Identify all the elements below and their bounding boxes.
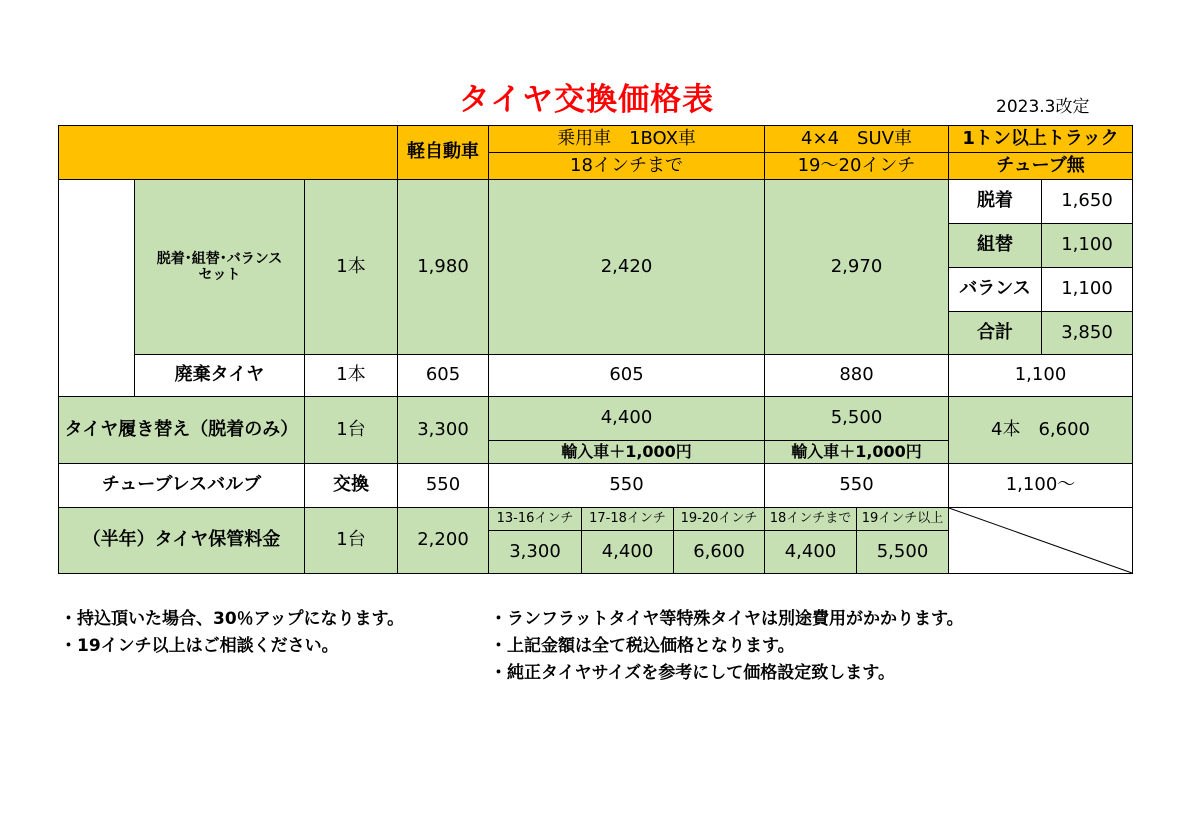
- storage-price: 3,300: [488, 530, 582, 574]
- valve-row-suv: 550: [764, 463, 949, 508]
- disposal-row-truck: 1,100: [948, 354, 1133, 397]
- header-blank: [58, 125, 398, 180]
- valve-row-sedan: 550: [488, 463, 765, 508]
- valve-row-truck: 1,100～: [948, 463, 1133, 508]
- truck-item-price: 1,100: [1041, 267, 1133, 312]
- set-row-suv: 2,970: [764, 179, 949, 355]
- valve-row-unit: 交換: [304, 463, 398, 508]
- valve-row-label: チューブレスバルブ: [58, 463, 305, 508]
- truck-item-label: バランス: [948, 267, 1042, 312]
- swap-row-sedan: 4,400: [488, 396, 765, 441]
- swap-row-suv-note: 輸入車＋1,000円: [764, 440, 949, 464]
- swap-row-label: タイヤ履き替え（脱着のみ）: [58, 396, 305, 464]
- storage-price: 6,600: [673, 530, 765, 574]
- storage-price: 5,500: [856, 530, 949, 574]
- revision-date: 2023.3改定: [996, 97, 1090, 117]
- note-left: ・19インチ以上はご相談ください。: [60, 636, 339, 656]
- storage-size: 19-20インチ: [673, 507, 765, 531]
- set-row-unit: 1本: [304, 179, 398, 355]
- swap-row-suv: 5,500: [764, 396, 949, 441]
- disposal-row-kei: 605: [397, 354, 489, 397]
- storage-size: 18インチまで: [764, 507, 857, 531]
- storage-truck-na-cell: [948, 507, 1133, 574]
- swap-row-kei: 3,300: [397, 396, 489, 464]
- storage-price: 4,400: [764, 530, 857, 574]
- set-row-label: 脱着･組替･バランス セット: [134, 179, 305, 355]
- header-suv: 4×4 SUV車: [764, 125, 949, 153]
- diagonal-line: [948, 507, 1133, 574]
- disposal-row-sedan: 605: [488, 354, 765, 397]
- truck-item-label: 脱着: [948, 179, 1042, 224]
- row-group-blank: [58, 179, 135, 397]
- header-truck: 1トン以上トラック: [948, 125, 1133, 153]
- storage-row-label: （半年）タイヤ保管料金: [58, 507, 305, 574]
- note-right: ・純正タイヤサイズを参考にして価格設定致します。: [490, 663, 895, 683]
- swap-row-truck: 4本 6,600: [948, 396, 1133, 464]
- page-title: タイヤ交換価格表: [458, 82, 715, 118]
- note-right: ・ランフラットタイヤ等特殊タイヤは別途費用がかかります。: [490, 609, 964, 629]
- storage-price: 4,400: [581, 530, 674, 574]
- set-row-kei: 1,980: [397, 179, 489, 355]
- header-truck-sub: チューブ無: [948, 152, 1133, 180]
- storage-size: 19インチ以上: [856, 507, 949, 531]
- header-suv-sub: 19～20インチ: [764, 152, 949, 180]
- note-left: ・持込頂いた場合、30％アップになります。: [60, 609, 405, 629]
- header-sedan-sub: 18インチまで: [488, 152, 765, 180]
- valve-row-kei: 550: [397, 463, 489, 508]
- truck-item-label: 合計: [948, 311, 1042, 355]
- storage-row-unit: 1台: [304, 507, 398, 574]
- disposal-row-unit: 1本: [304, 354, 398, 397]
- truck-item-price: 3,850: [1041, 311, 1133, 355]
- disposal-row-label: 廃棄タイヤ: [134, 354, 305, 397]
- set-row-sedan: 2,420: [488, 179, 765, 355]
- storage-size: 13-16インチ: [488, 507, 582, 531]
- header-kei: 軽自動車: [397, 125, 489, 180]
- swap-row-sedan-note: 輸入車＋1,000円: [488, 440, 765, 464]
- header-sedan: 乗用車 1BOX車: [488, 125, 765, 153]
- disposal-row-suv: 880: [764, 354, 949, 397]
- note-right: ・上記金額は全て税込価格となります。: [490, 636, 795, 656]
- truck-item-price: 1,650: [1041, 179, 1133, 224]
- truck-item-price: 1,100: [1041, 223, 1133, 268]
- truck-item-label: 組替: [948, 223, 1042, 268]
- storage-row-kei: 2,200: [397, 507, 489, 574]
- swap-row-unit: 1台: [304, 396, 398, 464]
- storage-size: 17-18インチ: [581, 507, 674, 531]
